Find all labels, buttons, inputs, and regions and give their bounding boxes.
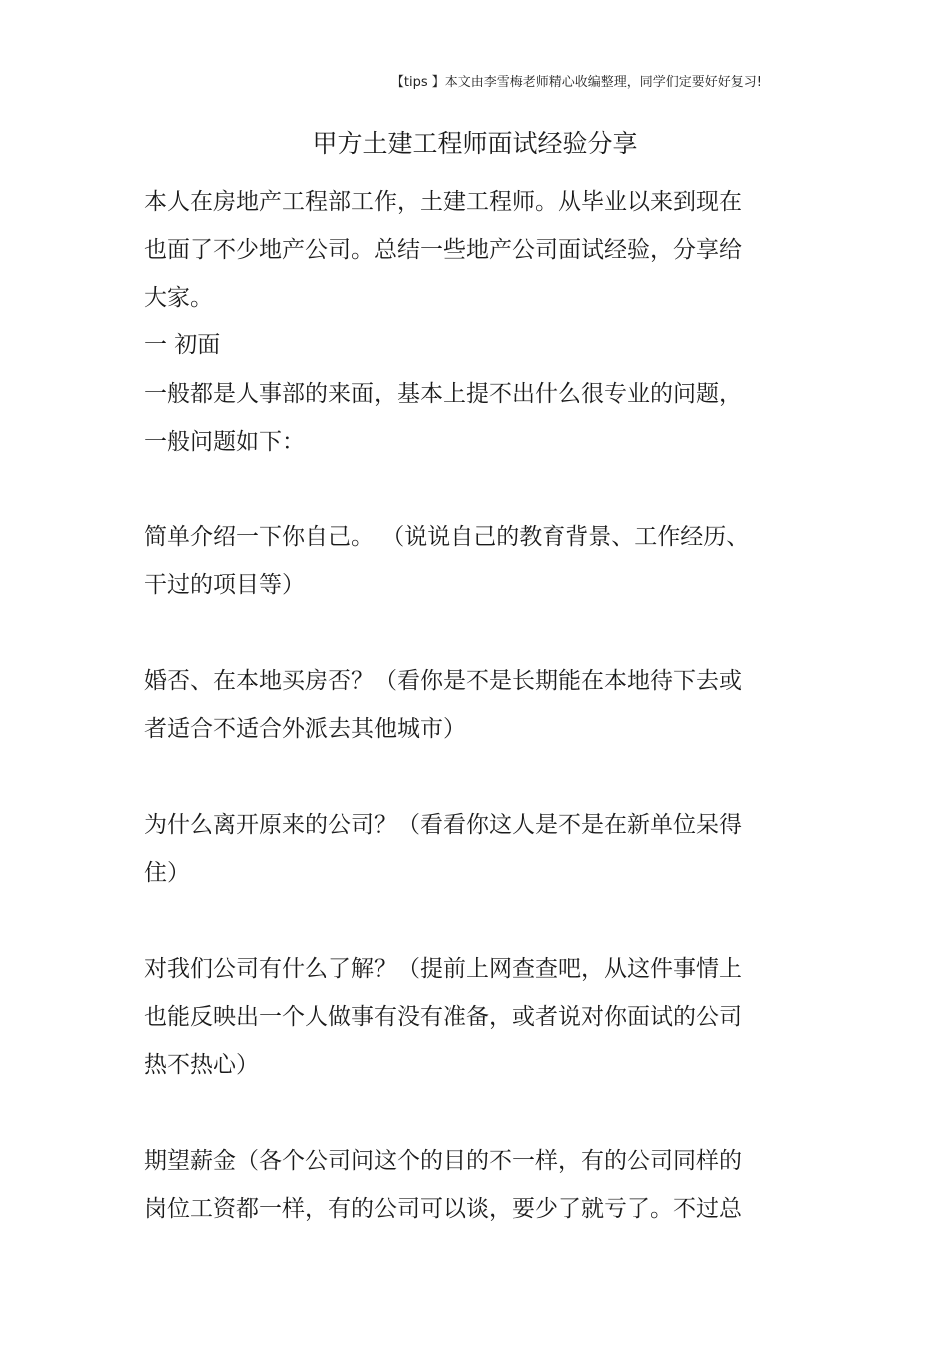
question-line: 住） xyxy=(144,860,190,886)
question-line: 期望薪金（各个公司问这个的目的不一样，有的公司同样的 xyxy=(144,1148,742,1174)
question-line: 热不热心） xyxy=(144,1052,259,1078)
document-title: 甲方土建工程师面试经验分享 xyxy=(312,129,638,158)
paragraph-line: 本人在房地产工程部工作，土建工程师。从毕业以来到现在 xyxy=(144,189,742,215)
section-heading: 一 初面 xyxy=(144,332,221,358)
question-line: 也能反映出一个人做事有没有准备，或者说对你面试的公司 xyxy=(144,1004,742,1030)
question-line: 为什么离开原来的公司？（看看你这人是不是在新单位呆得 xyxy=(144,812,742,838)
paragraph-line: 一般都是人事部的来面，基本上提不出什么很专业的问题， xyxy=(144,381,742,407)
paragraph-line: 大家。 xyxy=(144,285,213,311)
question-line: 简单介绍一下你自己。 （说说自己的教育背景、工作经历、 xyxy=(144,524,750,550)
question-line: 干过的项目等） xyxy=(144,572,305,598)
question-line: 岗位工资都一样，有的公司可以谈，要少了就亏了。不过总 xyxy=(144,1196,742,1222)
paragraph-line: 也面了不少地产公司。总结一些地产公司面试经验，分享给 xyxy=(144,237,742,263)
question-line: 对我们公司有什么了解？（提前上网查查吧，从这件事情上 xyxy=(144,956,742,982)
header-tips: 【tips 】本文由李雪梅老师精心收编整理，同学们定要好好复习! xyxy=(390,75,762,90)
question-line: 婚否、在本地买房否？（看你是不是长期能在本地待下去或 xyxy=(144,668,742,694)
paragraph-line: 一般问题如下： xyxy=(144,429,305,455)
question-line: 者适合不适合外派去其他城市） xyxy=(144,716,466,742)
